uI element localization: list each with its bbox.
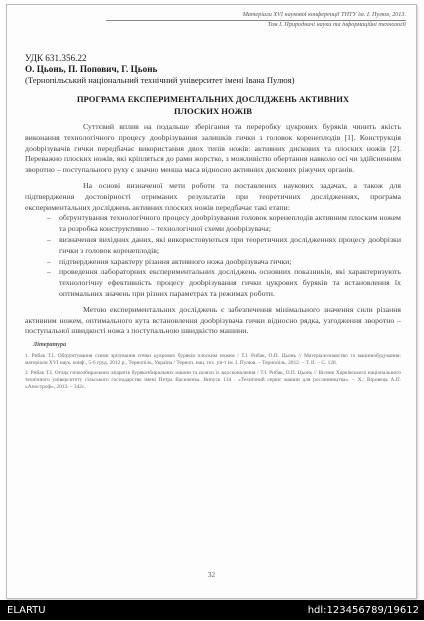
reference-item: 1. Рибак Т.І. Обґрунтування схеми зрізування гички цукрових буряків плоским ножем / Т.І. Рибак, О.П. Цьонь // Матеріалознавство та машинобудування: матеріали XVI наук. конф., 5-6 груд. 2012 р., Тернопіль, Україна / Терноп. нац. тех. ун-т ім. І. Пулюя. – Тернопіль, 2012. – Т. ІІ. – С. 128. — [25, 353, 401, 367]
article-title-line1: ПРОГРАМА ЕКСПЕРИМЕНТАЛЬНИХ ДОСЛІДЖЕНЬ АКТИВНИХ — [76, 94, 350, 104]
running-header-line1: Матеріали XVІ наукової конференції ТНТУ ім. І. Пулюя, 2013. — [106, 11, 406, 21]
authors: О. Цьонь, П. Попович, Г. Цьонь — [25, 64, 158, 74]
list-item: – підтвердження характеру різання активного ножа доobрізувача гички; — [47, 256, 292, 266]
document-page — [6, 4, 417, 599]
paragraph-2: На основі визначеної мети роботи та поставлених наукових задачах, а також для підтвердження достовірності отриманих результатів при теоретичних дослідженнях, програма експериментальних досліджень активних плоских ножів передбачає такі етапи: — [25, 180, 401, 212]
paragraph-1: Суттєвий вплив на подальше зберігання та переробку цукрових буряків чинить якість виконання технологічного процесу доobрізування залишків гички з головок коренеплодів [1]. Конструкція доobрізувачів гички передбачає використання двох типів ножів: активних дискових та плоских ножів [2]. Переважно плоских ножів, які кріпляться до рами жорстко, з можливістю обертання навколо осі чи здійсненням зворотно – поступального руху є значно менша маса відносно активних дискових ріжучих органів. — [25, 122, 401, 175]
reference-item: 2. Рибак Т.І. Огляд гичкозбиральних апаратів бурякозбиральних машин та шляхи їх вдосконалення / Т.І. Рибак, О.П. Цьонь // Вісник Харківського національного технічного університету сільського господарства імені Петра Василенка. Випуск 134 . «Технічний сервіс машин для рослинництва». – Х.: Віровець А.П. «Апостроф», 2013. – 342с. — [25, 369, 401, 391]
repository-footer-bar — [0, 600, 424, 620]
stage-list — [25, 213, 401, 299]
page-number: 32 — [207, 571, 216, 579]
repository-name: ELARTU — [7, 605, 46, 616]
article-body — [25, 53, 401, 394]
handle-identifier: hdl:123456789/19612 — [307, 605, 419, 616]
list-item: – визначення вихідних даних, які використовуються при теоретичних дослідженнях процесу доobрізки гички з головок коренеплодів; — [47, 234, 401, 255]
article-title-line2: ПЛОСКИХ НОЖІВ — [173, 106, 253, 116]
running-header — [106, 11, 406, 29]
affiliation: (Тернопільський національний технічний університет імені Івана Пулюя) — [25, 75, 295, 85]
list-item: – обґрунтування технологічного процесу доobрізування головок коренеплодів активним плоским ножем та розробка конструктивно – технологічної схеми доobрізувача; — [47, 213, 401, 234]
literature-heading: Література — [33, 341, 67, 349]
paragraph-3: Метою експериментальних досліджень є забезпечення мінімального значення сили різання активним ножем, оптимального кута встановлення доobрізувача гички відносно рядка, узгодження зворотно – поступальної швидкості ножа з поступальною швидкістю машини. — [25, 304, 401, 336]
list-item: – проведення лабораторних експериментальних досліджень основних показників, які характеризують технологічну ефективність процесу доobрізування гички цукрових буряків та встановлення їх оптимальних значень при різних параметрах та режимах роботи. — [47, 267, 401, 298]
udk-code: УДК 631.356.22 — [25, 53, 87, 63]
article-title — [25, 93, 401, 117]
reference-list — [25, 353, 401, 391]
running-header-line2: Том І. Природничі науки та інформаційні технології — [267, 20, 406, 28]
